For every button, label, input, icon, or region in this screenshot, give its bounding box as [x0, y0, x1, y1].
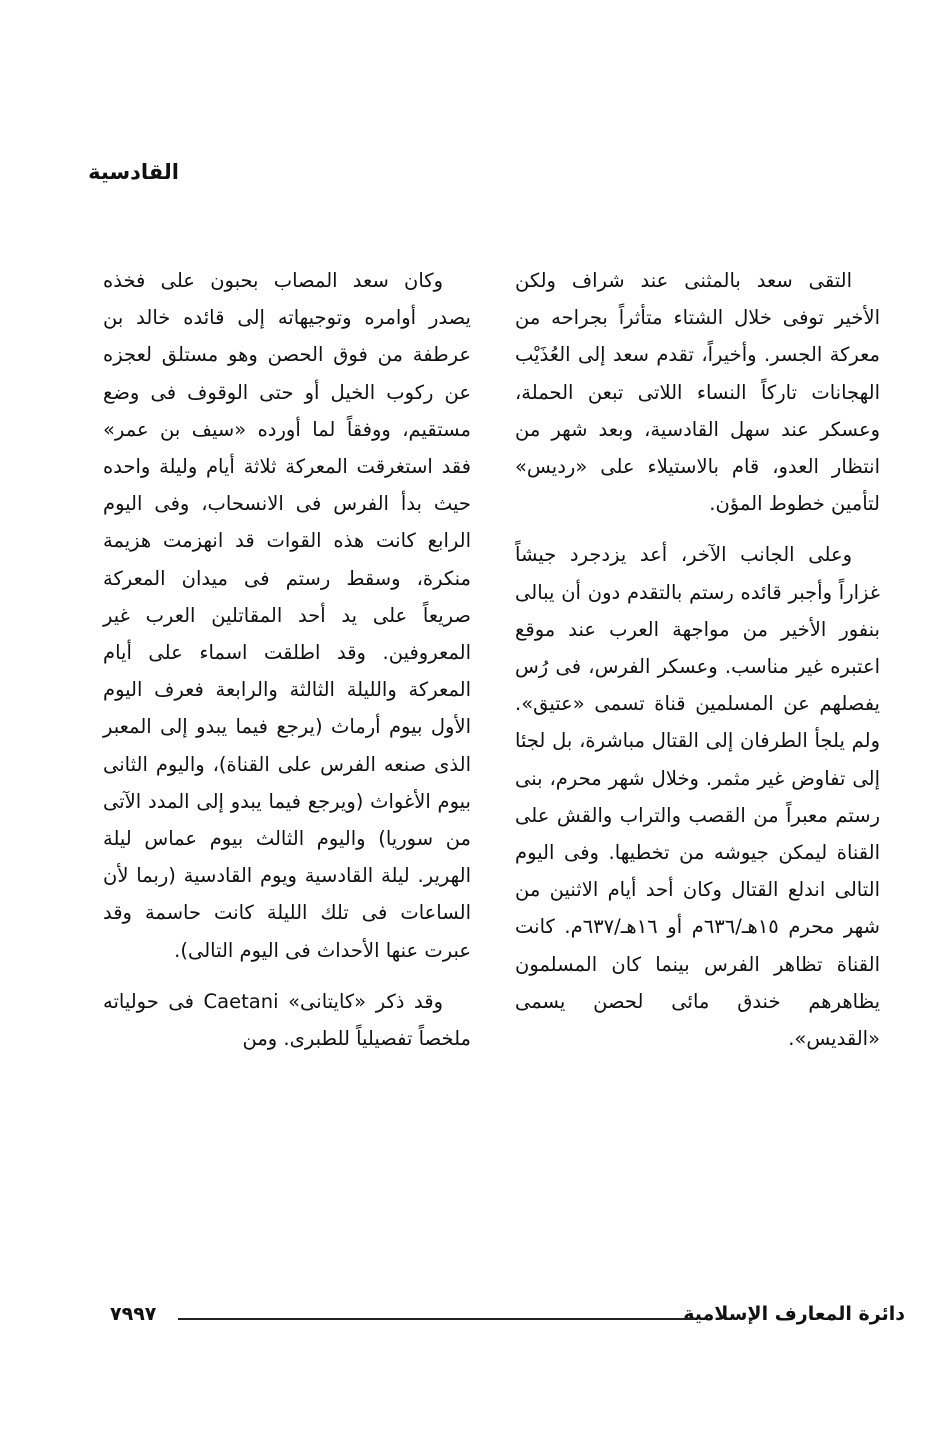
page-footer: [110, 1303, 905, 1333]
publication-title: دائرة المعارف الإسلامية: [683, 1303, 905, 1325]
paragraph: وعلى الجانب الآخر، أعد يزدجرد جيشاً غزاراً وأجبر قائده رستم بالتقدم دون أن يبالى بنفور الأخير من مواجهة العرب عند موقع اعتبره غير مناسب. وعسكر الفرس، فى رُس يفصلهم عن المسلمين قناة تسمى «عتيق». ولم يلجأ الطرفان إلى القتال مباشرة، بل لجئا إلى تفاوض غير مثمر. وخلال شهر محرم، بنى رستم معبراً من القصب والتراب والقش على القناة ليمكن جيوشه من تخطيها. وفى اليوم التالى اندلع القتال وكان أحد أيام الاثنين من شهر محرم ١٥هـ/٦٣٦م أو ١٦هـ/٦٣٧م. كانت القناة تظاهر الفرس بينما كان المسلمون يظاهرهم خندق مائى لحصن يسمى «القديس».: [515, 543, 880, 1051]
text-column-right: [515, 262, 880, 1071]
paragraph: وقد ذكر «كايتانى» Caetani فى حولياته ملخصاً تفصيلياً للطبرى. ومن: [103, 989, 471, 1051]
text-column-left: [103, 262, 471, 1071]
paragraph: التقى سعد بالمثنى عند شراف ولكن الأخير توفى خلال الشتاء متأثراً بجراحه من معركة الجسر. وأخيراً، تقدم سعد إلى العُذَيْب الهجانات تاركاً النساء اللاتى تبعن الحملة، وعسكر عند سهل القادسية، وبعد شهر من انتظار العدو، قام بالاستيلاء على «رديس» لتأمين خطوط المؤن.: [515, 269, 880, 516]
paragraph: وكان سعد المصاب بحبون على فخذه يصدر أوامره وتوجيهاته إلى قائده خالد بن عرطفة من فوق الحصن وهو مستلق لعجزه عن ركوب الخيل أو حتى الوقوف فى وضع مستقيم، ووفقاً لما أورده «سيف بن عمر» فقد استغرقت المعركة ثلاثة أيام وليلة واحده حيث بدأ الفرس فى الانسحاب، وفى اليوم الرابع كانت هذه القوات قد انهزمت هزيمة منكرة، وسقط رستم فى ميدان المعركة صريعاً على يد أحد المقاتلين العرب غير المعروفين. وقد اطلقت اسماء على أيام المعركة والليلة الثالثة والرابعة فعرف اليوم الأول بيوم أرماث (يرجع فيما يبدو إلى المعبر الذى صنعه الفرس على القناة)، واليوم الثانى بيوم الأغواث (ويرجع فيما يبدو إلى المدد الآتى من سوريا) واليوم الثالث بيوم عماس ليلة الهرير. ليلة القادسية ويوم القادسية (ربما لأن الساعات فى تلك الليلة كانت حاسمة وقد عبرت عنها الأحداث فى اليوم التالى).: [103, 269, 471, 962]
running-header: القادسية: [88, 160, 179, 184]
footer-rule: [178, 1318, 695, 1320]
page-number: ٧٩٩٧: [110, 1303, 157, 1325]
